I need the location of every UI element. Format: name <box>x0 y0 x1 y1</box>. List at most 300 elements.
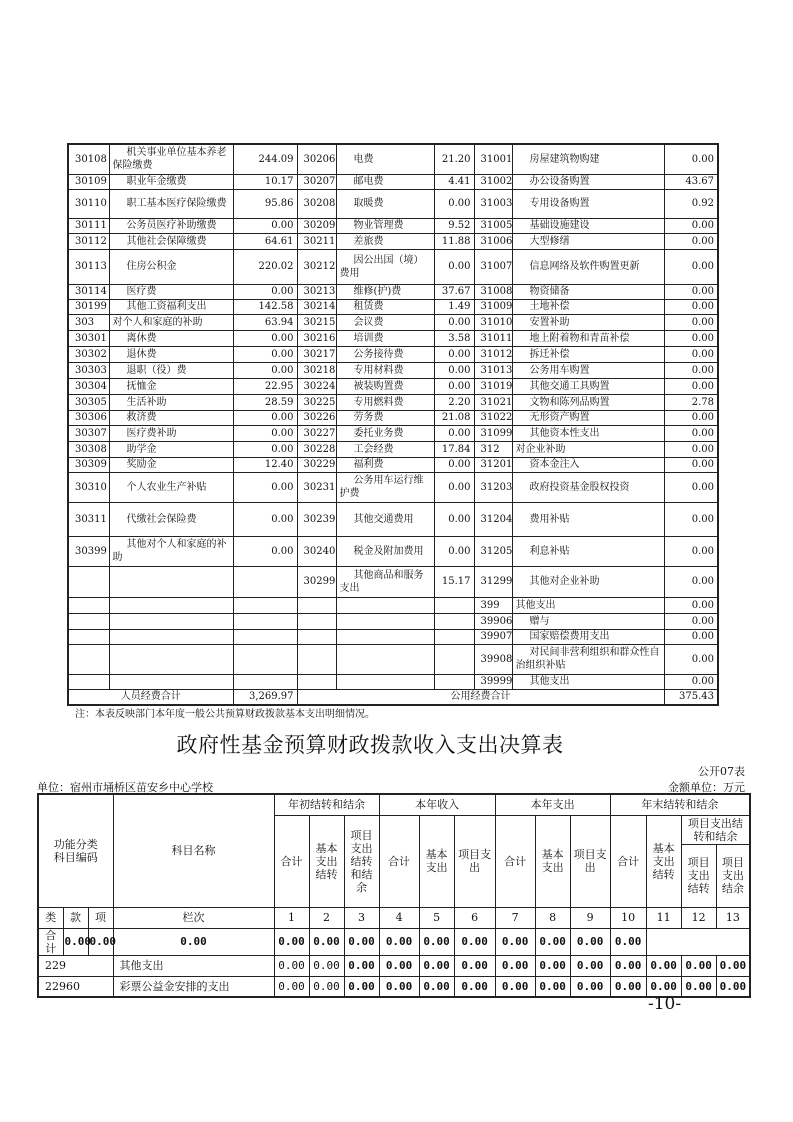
header-group-expense: 本年支出 <box>495 794 610 815</box>
value-1 <box>233 613 297 629</box>
table-row <box>68 536 718 566</box>
name-3: 资本金注入 <box>512 457 664 472</box>
code-1: 30304 <box>68 378 109 394</box>
value-3: 0.00 <box>664 233 718 249</box>
code-1: 30399 <box>68 536 109 566</box>
unit-label: 单位：宿州市埇桥区苗安乡中心学校 <box>37 781 213 794</box>
value-3: 0.92 <box>664 189 718 218</box>
code-3: 31019 <box>474 378 512 394</box>
code-2: 30216 <box>297 330 336 346</box>
table-row <box>68 189 718 218</box>
value-1: 142.58 <box>233 299 297 314</box>
value-3: 0.00 <box>664 410 718 425</box>
value-2: 2.20 <box>434 394 474 410</box>
value-col-6: 0.00 <box>454 955 495 976</box>
table-row <box>68 218 718 233</box>
name-2 <box>336 597 434 613</box>
table-row <box>68 613 718 629</box>
name-2: 福利费 <box>336 457 434 472</box>
value-col-9: 0.00 <box>454 928 495 955</box>
value-1: 0.00 <box>233 218 297 233</box>
code-1: 30111 <box>68 218 109 233</box>
name-2: 工会经费 <box>336 441 434 457</box>
code-2 <box>297 613 336 629</box>
value-col-8: 0.00 <box>419 928 454 955</box>
value-2: 1.49 <box>434 299 474 314</box>
value-col-6: 0.00 <box>344 928 379 955</box>
name-3: 其他资本性支出 <box>512 425 664 441</box>
table-row <box>68 629 718 644</box>
value-1 <box>233 629 297 644</box>
form-number: 公开07表 <box>698 765 745 778</box>
code-1: 30310 <box>68 472 109 502</box>
name-3: 费用补贴 <box>512 502 664 536</box>
name-2: 被装购置费 <box>336 378 434 394</box>
code-3: 31299 <box>474 566 512 597</box>
header-project-carry-balance: 项目支出结转和结余 <box>344 815 379 907</box>
name-1 <box>109 597 233 613</box>
name-3: 文物和陈列品购置 <box>512 394 664 410</box>
code-1: 30308 <box>68 441 109 457</box>
column-number: 2 <box>309 907 344 928</box>
code-3: 31204 <box>474 502 512 536</box>
value-1 <box>233 597 297 613</box>
code-2: 30215 <box>297 314 336 330</box>
value-col-4: 0.00 <box>379 976 419 997</box>
page-number: -10- <box>648 994 682 1014</box>
name-1: 医疗费补助 <box>109 425 233 441</box>
code-1 <box>68 597 109 613</box>
public-total-label: 公用经费合计 <box>297 689 664 705</box>
table-row <box>68 362 718 378</box>
name-2: 因公出国（境）费用 <box>336 249 434 284</box>
value-3: 0.00 <box>664 249 718 284</box>
value-3: 0.00 <box>664 299 718 314</box>
name-1: 对个人和家庭的补助 <box>109 314 233 330</box>
value-3: 0.00 <box>664 346 718 362</box>
code-1: 30110 <box>68 189 109 218</box>
name-3: 赠与 <box>512 613 664 629</box>
code-3: 31002 <box>474 174 512 189</box>
code-3: 39906 <box>474 613 512 629</box>
value-3: 43.67 <box>664 174 718 189</box>
header-project: 项目支出 <box>570 815 610 907</box>
value-col-3: 0.00 <box>344 955 379 976</box>
name-1 <box>109 613 233 629</box>
value-1: 0.00 <box>233 330 297 346</box>
header-group-begin: 年初结转和结余 <box>274 794 379 815</box>
code-2: 30206 <box>297 144 336 174</box>
value-col-5: 0.00 <box>309 928 344 955</box>
name-2: 公务用车运行维护费 <box>336 472 434 502</box>
value-1 <box>233 566 297 597</box>
amount-unit-label: 金额单位：万元 <box>668 781 745 794</box>
name-2: 其他交通费用 <box>336 502 434 536</box>
code-1 <box>68 674 109 689</box>
value-3: 0.00 <box>664 629 718 644</box>
code-1: 30311 <box>68 502 109 536</box>
name-2: 会议费 <box>336 314 434 330</box>
value-3: 0.00 <box>664 502 718 536</box>
column-index-label: 栏次 <box>113 907 274 928</box>
code-2: 30218 <box>297 362 336 378</box>
column-number: 1 <box>274 907 309 928</box>
name-3: 其他对企业补助 <box>512 566 664 597</box>
value-2: 17.84 <box>434 441 474 457</box>
value-3: 0.00 <box>664 597 718 613</box>
name-2: 物业管理费 <box>336 218 434 233</box>
value-3: 0.00 <box>664 674 718 689</box>
name-3: 国家赔偿费用支出 <box>512 629 664 644</box>
table-row <box>68 346 718 362</box>
value-1: 10.17 <box>233 174 297 189</box>
header-project-carry-balance-sub: 项目支出结转和结余 <box>681 815 750 844</box>
value-2: 0.00 <box>434 346 474 362</box>
value-2: 0.00 <box>434 378 474 394</box>
value-col-7: 0.00 <box>379 928 419 955</box>
name-3: 公务用车购置 <box>512 362 664 378</box>
name-3: 房屋建筑物购建 <box>512 144 664 174</box>
code-2: 30240 <box>297 536 336 566</box>
value-1: 0.00 <box>233 284 297 299</box>
value-1 <box>233 674 297 689</box>
row-name: 彩票公益金安排的支出 <box>113 976 274 997</box>
name-1: 公务员医疗补助缴费 <box>109 218 233 233</box>
code-2 <box>297 597 336 613</box>
table-row <box>68 394 718 410</box>
header-project-balance: 项目支出结余 <box>716 844 750 907</box>
value-2: 0.00 <box>434 536 474 566</box>
name-2 <box>336 629 434 644</box>
column-number: 5 <box>419 907 454 928</box>
code-3: 31205 <box>474 536 512 566</box>
value-col-1: 0.00 <box>274 976 309 997</box>
value-col-4: 0.00 <box>274 928 309 955</box>
table-row <box>68 284 718 299</box>
code-2: 30224 <box>297 378 336 394</box>
name-3: 拆迁补偿 <box>512 346 664 362</box>
code-3: 39907 <box>474 629 512 644</box>
value-1: 12.40 <box>233 457 297 472</box>
gov-fund-table <box>37 793 751 998</box>
code-2: 30214 <box>297 299 336 314</box>
name-1: 抚恤金 <box>109 378 233 394</box>
name-2: 劳务费 <box>336 410 434 425</box>
name-1: 其他社会保障缴费 <box>109 233 233 249</box>
value-col-12: 0.00 <box>570 928 610 955</box>
value-col-5: 0.00 <box>419 955 454 976</box>
code-2: 30213 <box>297 284 336 299</box>
code-3: 31201 <box>474 457 512 472</box>
value-1: 0.00 <box>233 536 297 566</box>
value-col-9: 0.00 <box>570 976 610 997</box>
table-row <box>38 928 750 955</box>
value-col-12: 0.00 <box>681 976 716 997</box>
code-1: 30306 <box>68 410 109 425</box>
value-col-11: 0.00 <box>646 976 681 997</box>
code-3: 31203 <box>474 472 512 502</box>
name-2: 专用材料费 <box>336 362 434 378</box>
code-2: 30226 <box>297 410 336 425</box>
value-col-7: 0.00 <box>495 955 535 976</box>
code-1 <box>68 566 109 597</box>
name-2: 税金及附加费用 <box>336 536 434 566</box>
header-total: 合计 <box>495 815 535 907</box>
column-number: 7 <box>495 907 535 928</box>
column-number: 6 <box>454 907 495 928</box>
code-1: 30114 <box>68 284 109 299</box>
value-col-5: 0.00 <box>419 976 454 997</box>
value-1: 0.00 <box>233 502 297 536</box>
code-3: 31005 <box>474 218 512 233</box>
name-3: 基础设施建设 <box>512 218 664 233</box>
code-1: 30302 <box>68 346 109 362</box>
code-2 <box>297 674 336 689</box>
table-row <box>68 472 718 502</box>
column-number: 10 <box>610 907 646 928</box>
name-1: 职工基本医疗保险缴费 <box>109 189 233 218</box>
value-3: 0.00 <box>664 362 718 378</box>
code-3: 31022 <box>474 410 512 425</box>
name-3: 土地补偿 <box>512 299 664 314</box>
name-3: 其他支出 <box>512 597 664 613</box>
header-basic: 基本支出 <box>419 815 454 907</box>
value-1: 220.02 <box>233 249 297 284</box>
value-3: 0.00 <box>664 218 718 233</box>
value-3: 2.78 <box>664 394 718 410</box>
column-number: 11 <box>646 907 681 928</box>
table-row <box>38 976 750 997</box>
value-col-10: 0.00 <box>610 976 646 997</box>
value-2: 4.41 <box>434 174 474 189</box>
name-1 <box>109 629 233 644</box>
value-3: 0.00 <box>664 330 718 346</box>
code-1: 30109 <box>68 174 109 189</box>
value-2: 0.00 <box>434 249 474 284</box>
value-2: 21.20 <box>434 144 474 174</box>
code-1 <box>68 613 109 629</box>
value-1: 28.59 <box>233 394 297 410</box>
name-1: 其他对个人和家庭的补助 <box>109 536 233 566</box>
value-1 <box>233 644 297 674</box>
code-1: 30113 <box>68 249 109 284</box>
value-3: 0.00 <box>664 566 718 597</box>
name-1: 救济费 <box>109 410 233 425</box>
code-3: 31008 <box>474 284 512 299</box>
code-2: 30208 <box>297 189 336 218</box>
header-lei: 类 <box>38 907 63 928</box>
code-2: 30231 <box>297 472 336 502</box>
code-3: 31001 <box>474 144 512 174</box>
basic-expense-detail-table <box>67 143 719 706</box>
name-1: 助学金 <box>109 441 233 457</box>
value-3: 0.00 <box>664 144 718 174</box>
code-3: 312 <box>474 441 512 457</box>
name-3: 其他支出 <box>512 674 664 689</box>
name-2: 委托业务费 <box>336 425 434 441</box>
table-row <box>68 441 718 457</box>
name-3: 信息网络及软件购置更新 <box>512 249 664 284</box>
name-2: 电费 <box>336 144 434 174</box>
value-2: 0.00 <box>434 189 474 218</box>
code-2: 30209 <box>297 218 336 233</box>
value-1: 0.00 <box>233 425 297 441</box>
code-2: 30225 <box>297 394 336 410</box>
header-name: 科目名称 <box>113 794 274 907</box>
name-2 <box>336 674 434 689</box>
value-2: 0.00 <box>434 314 474 330</box>
code-2: 30228 <box>297 441 336 457</box>
name-1: 奖励金 <box>109 457 233 472</box>
value-2: 9.52 <box>434 218 474 233</box>
value-1: 64.61 <box>233 233 297 249</box>
value-1: 0.00 <box>233 362 297 378</box>
code-1: 30305 <box>68 394 109 410</box>
code-3: 31013 <box>474 362 512 378</box>
value-2: 15.17 <box>434 566 474 597</box>
code-3: 31099 <box>474 425 512 441</box>
value-col-4: 0.00 <box>379 955 419 976</box>
value-col-2: 0.00 <box>309 955 344 976</box>
value-1: 95.86 <box>233 189 297 218</box>
header-kuan: 款 <box>63 907 88 928</box>
table-row <box>68 314 718 330</box>
name-2: 培训费 <box>336 330 434 346</box>
code-1: 30199 <box>68 299 109 314</box>
name-3: 地上附着物和青苗补偿 <box>512 330 664 346</box>
code-1: 30108 <box>68 144 109 174</box>
value-2: 0.00 <box>434 502 474 536</box>
row-name: 合计 <box>38 928 63 955</box>
header-code: 功能分类科目编码 <box>38 794 113 907</box>
column-number: 4 <box>379 907 419 928</box>
header-total: 合计 <box>379 815 419 907</box>
row-code: 22960 <box>38 976 113 997</box>
value-2 <box>434 644 474 674</box>
name-2: 差旅费 <box>336 233 434 249</box>
header-project: 项目支出 <box>454 815 495 907</box>
code-2: 30212 <box>297 249 336 284</box>
name-2: 维修(护)费 <box>336 284 434 299</box>
table-row <box>38 955 750 976</box>
header-basic-carry: 基本支出结转 <box>309 815 344 907</box>
name-1 <box>109 674 233 689</box>
value-3: 0.00 <box>664 425 718 441</box>
header-project-carry: 项目支出结转 <box>681 844 716 907</box>
value-col-3: 0.00 <box>113 928 274 955</box>
name-1: 职业年金缴费 <box>109 174 233 189</box>
name-3: 对民间非营利组织和群众性自治组织补贴 <box>512 644 664 674</box>
name-1: 退职（役）费 <box>109 362 233 378</box>
table-row <box>68 410 718 425</box>
value-col-2: 0.00 <box>88 928 113 955</box>
table-row <box>68 502 718 536</box>
value-2: 21.08 <box>434 410 474 425</box>
column-number: 3 <box>344 907 379 928</box>
name-1: 个人农业生产补贴 <box>109 472 233 502</box>
value-3: 0.00 <box>664 284 718 299</box>
table-row <box>68 174 718 189</box>
name-2: 其他商品和服务支出 <box>336 566 434 597</box>
value-2 <box>434 629 474 644</box>
value-2: 0.00 <box>434 472 474 502</box>
table-row <box>68 425 718 441</box>
code-2: 30207 <box>297 174 336 189</box>
table-row <box>68 249 718 284</box>
header-basic-carry: 基本支出结转 <box>646 815 681 907</box>
code-1: 303 <box>68 314 109 330</box>
code-3: 31021 <box>474 394 512 410</box>
code-2: 30299 <box>297 566 336 597</box>
name-1: 生活补助 <box>109 394 233 410</box>
name-3: 物资储备 <box>512 284 664 299</box>
code-3: 39908 <box>474 644 512 674</box>
value-3: 0.00 <box>664 457 718 472</box>
header-xiang: 项 <box>88 907 113 928</box>
name-1 <box>109 644 233 674</box>
code-1: 30309 <box>68 457 109 472</box>
code-1 <box>68 644 109 674</box>
value-1: 22.95 <box>233 378 297 394</box>
value-col-11: 0.00 <box>535 928 570 955</box>
value-col-6: 0.00 <box>454 976 495 997</box>
name-2: 公务接待费 <box>336 346 434 362</box>
name-1: 其他工资福利支出 <box>109 299 233 314</box>
value-2: 11.88 <box>434 233 474 249</box>
value-1: 0.00 <box>233 346 297 362</box>
value-2 <box>434 613 474 629</box>
public-total: 375.43 <box>664 689 718 705</box>
header-group-income: 本年收入 <box>379 794 495 815</box>
table-row <box>68 457 718 472</box>
value-2: 0.00 <box>434 362 474 378</box>
value-3: 0.00 <box>664 441 718 457</box>
name-1 <box>109 566 233 597</box>
name-2 <box>336 644 434 674</box>
value-col-8: 0.00 <box>535 955 570 976</box>
name-3: 无形资产购置 <box>512 410 664 425</box>
code-2: 30227 <box>297 425 336 441</box>
value-col-13: 0.00 <box>610 928 646 955</box>
value-3: 0.00 <box>664 644 718 674</box>
table-row <box>68 144 718 174</box>
value-3: 0.00 <box>664 472 718 502</box>
name-1: 退休费 <box>109 346 233 362</box>
column-number: 8 <box>535 907 570 928</box>
value-1: 0.00 <box>233 410 297 425</box>
name-2: 取暖费 <box>336 189 434 218</box>
name-3: 办公设备购置 <box>512 174 664 189</box>
value-1: 0.00 <box>233 472 297 502</box>
value-3: 0.00 <box>664 314 718 330</box>
value-col-1: 0.00 <box>63 928 88 955</box>
column-number: 13 <box>716 907 750 928</box>
value-col-2: 0.00 <box>309 976 344 997</box>
code-3: 39999 <box>474 674 512 689</box>
name-1: 住房公积金 <box>109 249 233 284</box>
row-code: 229 <box>38 955 113 976</box>
table-row <box>68 330 718 346</box>
value-col-3: 0.00 <box>344 976 379 997</box>
code-1: 30301 <box>68 330 109 346</box>
code-2: 30229 <box>297 457 336 472</box>
header-total: 合计 <box>610 815 646 907</box>
name-1: 医疗费 <box>109 284 233 299</box>
table-row <box>68 299 718 314</box>
value-3: 0.00 <box>664 536 718 566</box>
value-2: 0.00 <box>434 457 474 472</box>
code-2: 30239 <box>297 502 336 536</box>
